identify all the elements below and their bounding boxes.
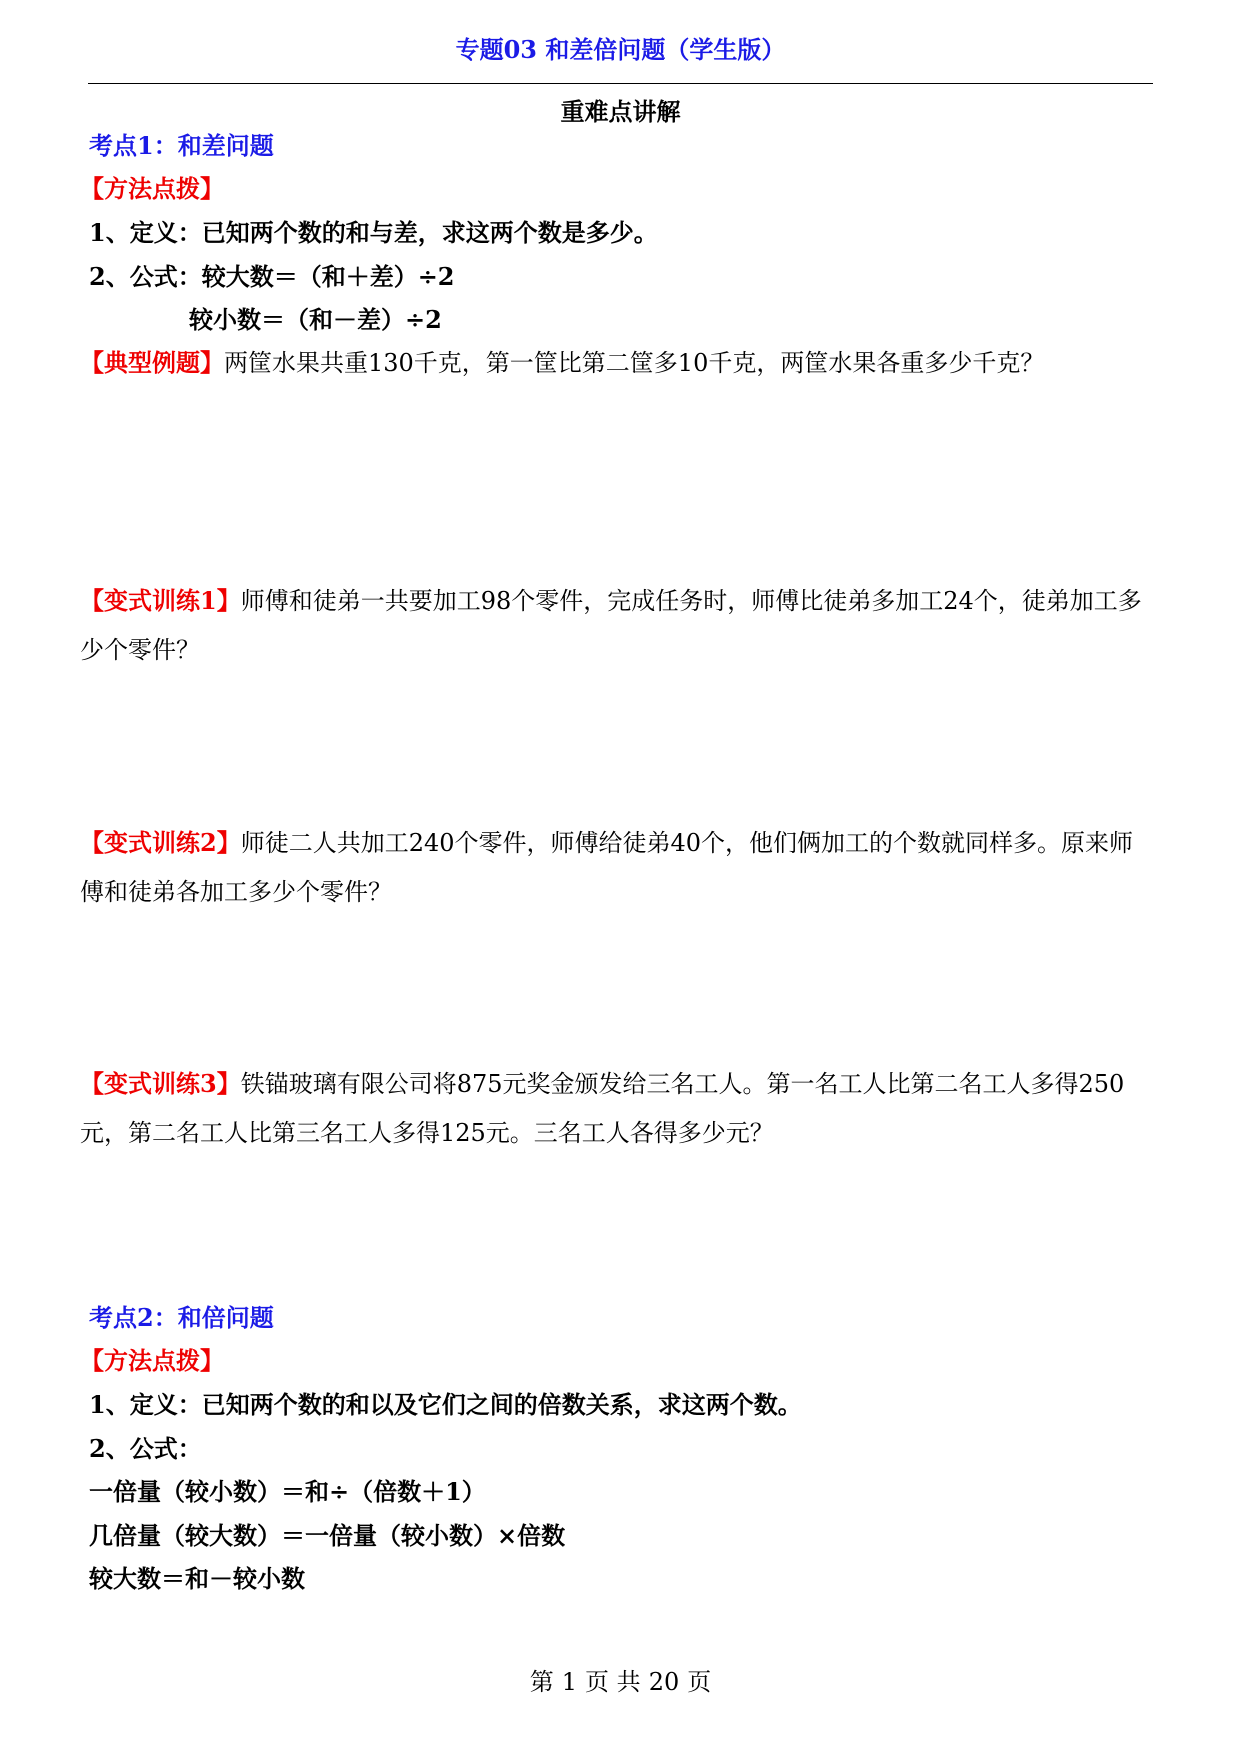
topic2-formula-one-unit: 一倍量（较小数）＝和÷（倍数＋1） xyxy=(89,1477,486,1506)
section-heading: 重难点讲解 xyxy=(560,97,681,126)
header-divider xyxy=(88,83,1153,84)
footer-prefix: 第 xyxy=(529,1668,554,1696)
exercise1-text: 师傅和徒弟一共要加工98个零件，完成任务时，师傅比徒弟多加工24个，徒弟加工多少个零件？ xyxy=(80,587,1142,664)
topic2-definition: 1、定义：已知两个数的和以及它们之间的倍数关系，求这两个数。 xyxy=(89,1390,802,1419)
page-footer xyxy=(0,1666,1241,1698)
topic1-formula-larger: 2、公式：较大数＝（和＋差）÷2 xyxy=(89,262,455,291)
exercise1-paragraph xyxy=(80,576,1145,675)
exercise2-tag: 【变式训练2】 xyxy=(80,828,241,857)
exercise3-paragraph xyxy=(80,1059,1145,1158)
topic1-definition: 1、定义：已知两个数的和与差，求这两个数是多少。 xyxy=(89,218,658,247)
topic2-formula-larger: 较大数＝和－较小数 xyxy=(89,1564,305,1593)
example-text: 两筐水果共重130千克，第一筐比第二筐多10千克，两筐水果各重多少千克？ xyxy=(224,349,1045,377)
footer-page-number: 1 xyxy=(561,1668,578,1696)
example-paragraph xyxy=(80,347,1044,379)
topic1-method-tag: 【方法点拨】 xyxy=(80,174,224,203)
topic2-method-tag: 【方法点拨】 xyxy=(80,1346,224,1375)
example-tag: 【典型例题】 xyxy=(80,348,224,377)
exercise2-paragraph xyxy=(80,818,1145,917)
exercise1-tag: 【变式训练1】 xyxy=(80,586,241,615)
footer-middle: 页 共 xyxy=(585,1668,641,1696)
footer-suffix: 页 xyxy=(687,1668,712,1696)
footer-total-pages: 20 xyxy=(648,1668,680,1696)
topic2-formula-label: 2、公式： xyxy=(89,1434,202,1463)
topic2-heading: 考点2：和倍问题 xyxy=(89,1303,274,1332)
topic2-formula-multiple: 几倍量（较大数）＝一倍量（较小数）×倍数 xyxy=(89,1521,566,1550)
exercise3-tag: 【变式训练3】 xyxy=(80,1069,241,1098)
document-title: 专题03 和差倍问题（学生版） xyxy=(455,35,786,64)
topic1-formula-smaller: 较小数＝（和－差）÷2 xyxy=(189,305,442,334)
exercise3-text: 铁锚玻璃有限公司将875元奖金颁发给三名工人。第一名工人比第二名工人多得250元，第二名工人比第三名工人多得125元。三名工人各得多少元？ xyxy=(80,1070,1125,1147)
exercise2-text: 师徒二人共加工240个零件，师傅给徒弟40个，他们俩加工的个数就同样多。原来师傅和徒弟各加工多少个零件？ xyxy=(80,829,1134,906)
topic1-heading: 考点1：和差问题 xyxy=(89,131,274,160)
